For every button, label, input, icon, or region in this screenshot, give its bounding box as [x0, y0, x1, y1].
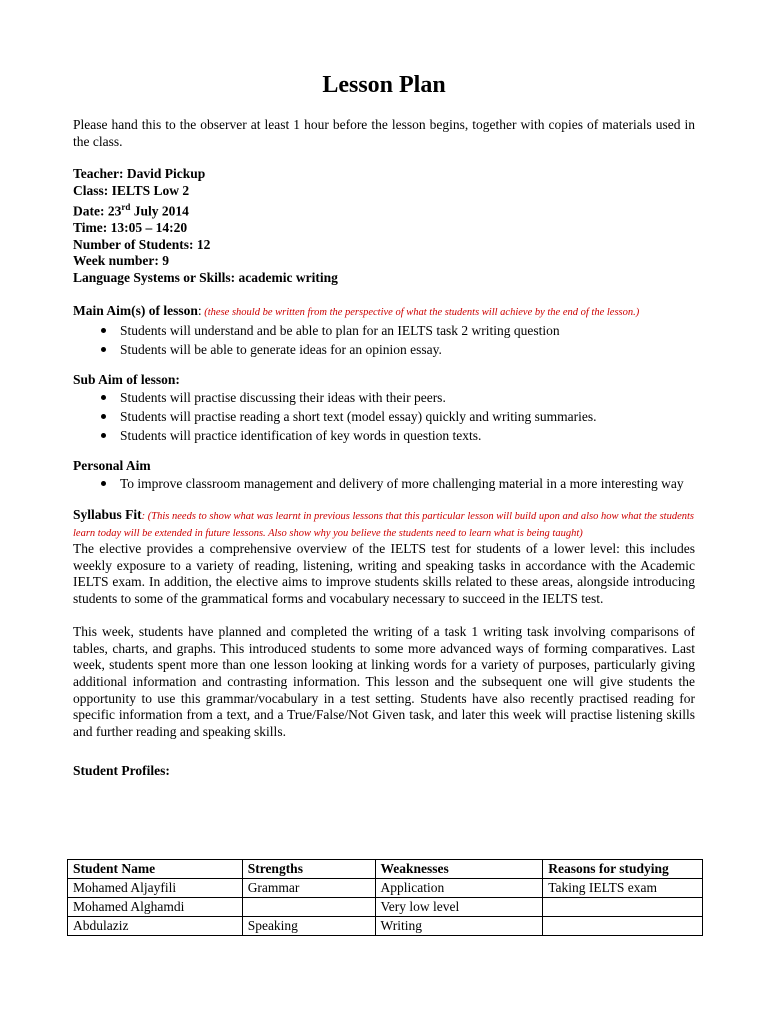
cell-student-name: Mohamed Alghamdi — [68, 898, 243, 917]
sub-aim-list — [73, 388, 695, 445]
table-row — [68, 898, 703, 917]
page-title: Lesson Plan — [322, 72, 446, 98]
syllabus-paragraph-2: This week, students have planned and completed the writing of a task 1 writing task involving comparisons of tables, charts, and graphs. This introduced students to some more advanced ways of forming comparatives. Last week, students spent more than one lesson looking at linking words for a variety of purposes, particularly giving additional information and contrasting information. This lesson and the subsequent one will give students the opportunity to use this grammar/vocabulary in a test setting. Students have also recently practised reading for specific information from a text, and a True/False/Not Given task, and later this week will practise listening skills and further reading and speaking skills. — [73, 623, 695, 740]
document-body — [73, 116, 695, 779]
main-aim-label: Main Aim(s) of lesson — [73, 303, 198, 318]
cell-reasons — [543, 917, 703, 936]
syllabus-heading — [73, 507, 695, 541]
class-line: Class: IELTS Low 2 — [73, 182, 190, 198]
date-line — [73, 199, 695, 220]
cell-reasons — [543, 898, 703, 917]
list-item: Students will practice identification of key words in question texts. — [73, 426, 695, 445]
syllabus-label: Syllabus Fit — [73, 507, 142, 522]
list-item: Students will practise discussing their ideas with their peers. — [73, 388, 695, 407]
intro-paragraph: Please hand this to the observer at least 1 hour before the lesson begins, together with copies of materials used in the class. — [73, 117, 695, 149]
cell-weaknesses: Writing — [375, 917, 543, 936]
student-profiles-heading: Student Profiles: — [73, 762, 170, 778]
cell-weaknesses: Very low level — [375, 898, 543, 917]
student-profiles-table — [67, 859, 703, 936]
list-item: Students will practise reading a short text (model essay) quickly and writing summaries. — [73, 407, 695, 426]
time-line: Time: 13:05 – 14:20 — [73, 220, 188, 235]
table-row — [68, 879, 703, 898]
personal-aim-list — [73, 474, 695, 493]
cell-strengths — [242, 898, 375, 917]
header-weaknesses: Weaknesses — [375, 860, 543, 879]
week-line: Week number: 9 — [73, 253, 169, 268]
students-line: Number of Students: 12 — [73, 236, 211, 252]
cell-weaknesses: Application — [375, 879, 543, 898]
syllabus-note: (This needs to show what was learnt in previous lessons that this particular lesson will build upon and also how what the students learn today will be extended in future lessons. Also show why you believe the students need to learn what is being taught) — [73, 511, 695, 539]
cell-student-name: Mohamed Aljayfili — [68, 879, 243, 898]
date-prefix: Date: 23 — [73, 203, 122, 219]
skills-line: Language Systems or Skills: academic writing — [73, 269, 338, 285]
cell-student-name: Abdulaziz — [68, 917, 243, 936]
personal-aim-heading: Personal Aim — [73, 458, 151, 473]
teacher-line: Teacher: David Pickup — [73, 166, 206, 181]
main-aim-heading — [73, 303, 695, 321]
syllabus-colon: : — [141, 511, 146, 522]
list-item: Students will be able to generate ideas for an opinion essay. — [73, 340, 695, 359]
cell-reasons: Taking IELTS exam — [543, 879, 703, 898]
header-strengths: Strengths — [242, 860, 375, 879]
table-row — [68, 917, 703, 936]
syllabus-paragraph-1: The elective provides a comprehensive overview of the IELTS test for students of a lower level: this includes weekly exposure to a variety of reading, listening, writing and speaking tasks in accordance with the Academic IELTS exam. In addition, the elective aims to improve students skills related to these areas, alongside introducing students to some of the grammatical forms and vocabulary necessary to succeed in the IELTS test. — [73, 541, 695, 607]
cell-strengths: Speaking — [242, 917, 375, 936]
main-aim-list — [73, 321, 695, 359]
list-item: To improve classroom management and delivery of more challenging material in a more interesting way — [73, 474, 695, 493]
cell-strengths: Grammar — [242, 879, 375, 898]
header-reasons: Reasons for studying — [543, 860, 703, 879]
date-ordinal: rd — [121, 202, 131, 212]
main-aim-colon: : — [197, 303, 202, 318]
sub-aim-heading: Sub Aim of lesson: — [73, 372, 180, 387]
list-item: Students will understand and be able to plan for an IELTS task 2 writing question — [73, 321, 695, 340]
date-suffix: July 2014 — [130, 203, 189, 219]
header-student-name: Student Name — [68, 860, 243, 879]
main-aim-note: (these should be written from the perspective of what the students will achieve by the end of the lesson.) — [201, 307, 640, 318]
lesson-info — [73, 166, 695, 286]
table-header-row — [68, 860, 703, 879]
